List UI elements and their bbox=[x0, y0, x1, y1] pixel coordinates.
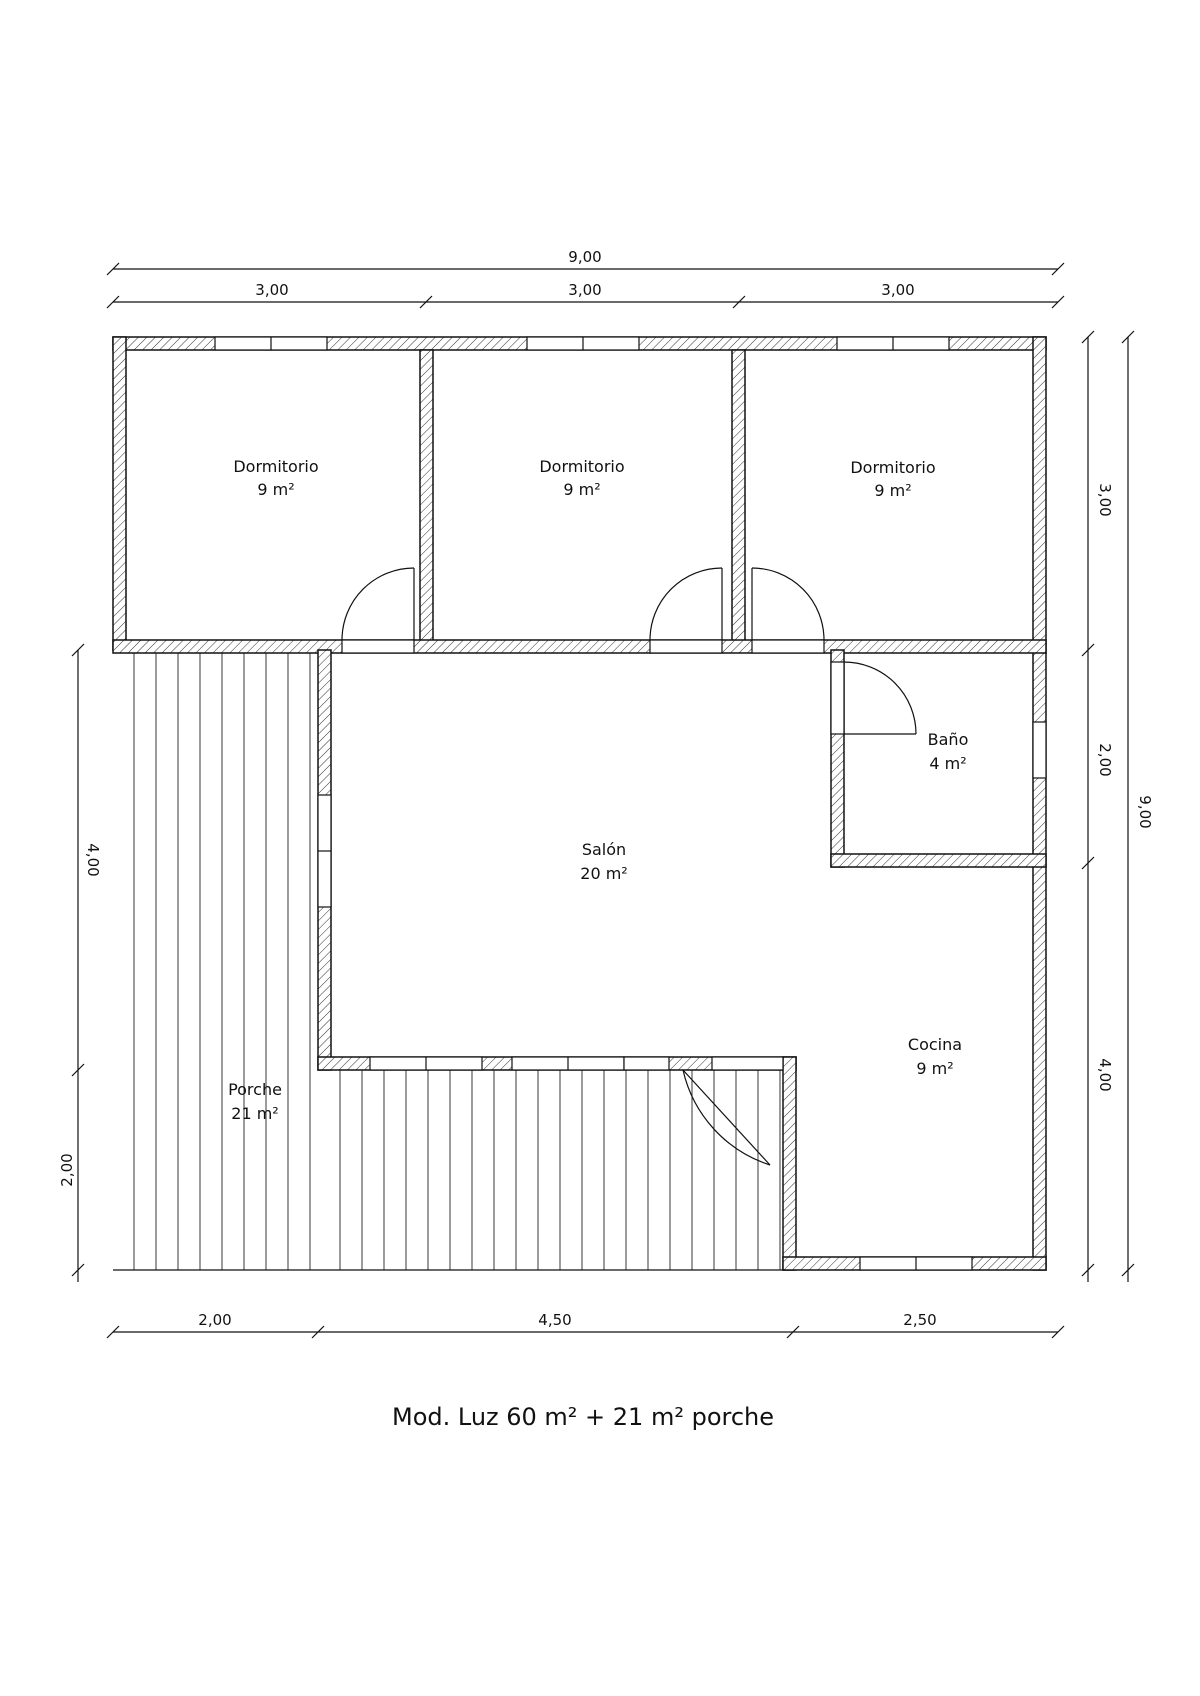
room-name: Cocina bbox=[907, 1035, 963, 1054]
room-area: 9 m² bbox=[916, 1059, 954, 1078]
dim-left-seg: 4,00 bbox=[84, 843, 102, 877]
dim-right-total: 9,00 bbox=[1136, 795, 1154, 829]
dim-bottom-seg: 4,50 bbox=[538, 1311, 572, 1329]
room-name: Porche bbox=[228, 1080, 282, 1099]
dim-bottom-seg: 2,00 bbox=[198, 1311, 232, 1329]
room-area: 21 m² bbox=[231, 1104, 279, 1123]
dim-top-seg: 3,00 bbox=[568, 281, 602, 299]
room-name: Baño bbox=[927, 730, 969, 749]
dim-top-seg: 3,00 bbox=[881, 281, 915, 299]
room-name: Dormitorio bbox=[850, 458, 936, 477]
room-area: 9 m² bbox=[257, 480, 295, 499]
porch-decking bbox=[113, 650, 790, 1270]
dim-top-total: 9,00 bbox=[568, 248, 602, 266]
room-area: 20 m² bbox=[580, 864, 628, 883]
room-area: 9 m² bbox=[874, 481, 912, 500]
dim-left-seg: 2,00 bbox=[58, 1153, 76, 1187]
room-area: 4 m² bbox=[929, 754, 967, 773]
room-name: Dormitorio bbox=[233, 457, 319, 476]
room-name: Dormitorio bbox=[539, 457, 625, 476]
dim-right-seg: 2,00 bbox=[1096, 743, 1114, 777]
room-area: 9 m² bbox=[563, 480, 601, 499]
room-name: Salón bbox=[581, 840, 627, 859]
dim-top-seg: 3,00 bbox=[255, 281, 289, 299]
plan-caption: Mod. Luz 60 m² + 21 m² porche bbox=[391, 1403, 775, 1431]
dim-right-seg: 3,00 bbox=[1096, 483, 1114, 517]
dim-right-seg: 4,00 bbox=[1096, 1058, 1114, 1092]
room-labels bbox=[228, 457, 968, 1123]
dim-bottom-seg: 2,50 bbox=[903, 1311, 937, 1329]
